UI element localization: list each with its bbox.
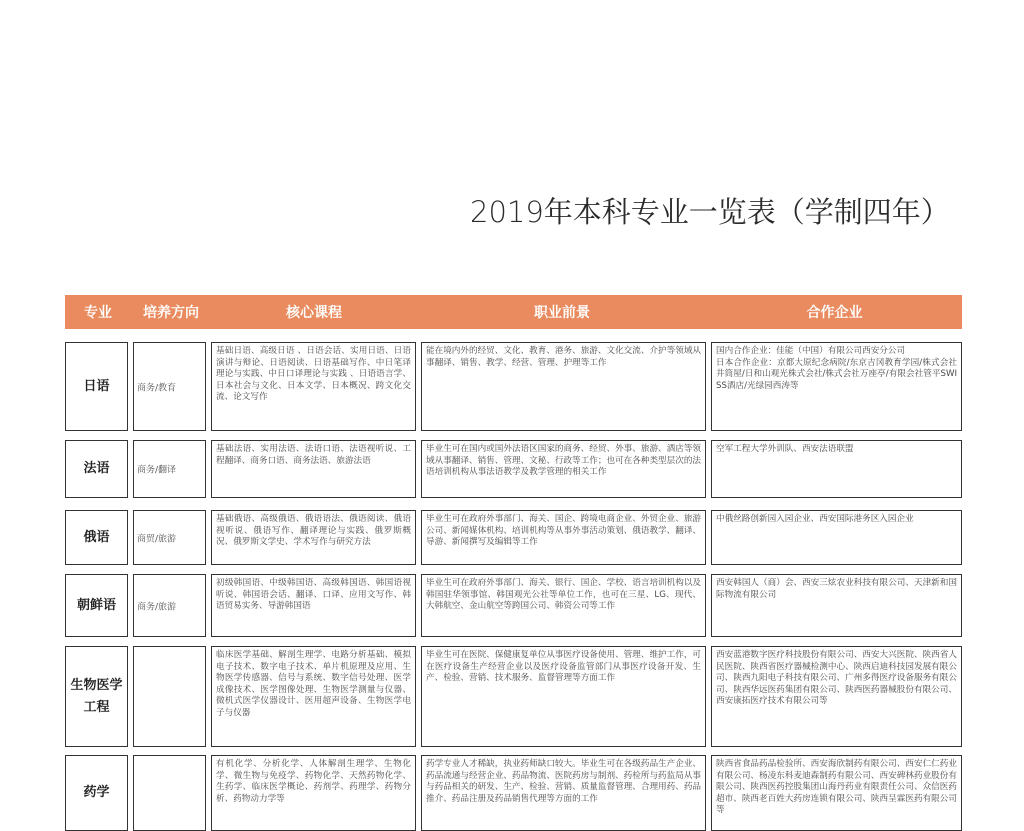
major-cell [65,755,128,831]
career-cell: 毕业生可在医院、保健康复单位从事医疗设备使用、管理、维护工作，可在医疗设备生产经营企业以及医疗设备监管部门从事医疗设备开发、生产、检验、营销、技术服务、监督管理等方面工作 [421,646,706,747]
partners-cell: 国内合作企业：佳能（中国）有限公司西安分公司 日本合作企业：京都大原纪念病院/东京吉冈教育学园/株式会社井筒屋/日和山观光株式会社/株式会社万座亭/有限会社管平SWISS酒店/光绿园西涛等 [711,342,962,431]
header-major: 专业 [84,305,112,321]
partners-cell: 西安蓝港数字医疗科技股份有限公司、西安大兴医院、陕西省人民医院、陕西省医疗器械检测中心、陕西启迪科技园发展有限公司、陕西九阳电子科技有限公司、广州多得医疗设备服务有限公司、陕西华远医药集团有限公司、陕西医药器械股份有限公司、西安康拓医疗技术有限公司等 [711,646,962,747]
table-row [65,342,962,431]
courses-cell: 有机化学、分析化学、人体解剖生理学、生物化学、微生物与免疫学、药物化学、天然药物化学、生药学、临床医学概论、药剂学、药理学、药物分析、药物动力学等 [211,755,416,831]
direction-cell [133,755,206,831]
table-row [65,574,962,637]
direction-text: 商务/翻译 [137,465,177,476]
header-partners: 合作企业 [806,305,863,321]
partners-cell: 空军工程大学外训队、西安法语联盟 [711,440,962,498]
courses-cell: 初级韩国语、中级韩国语、高级韩国语、韩国语视听说、韩国语会话、翻译、口译、应用文写作、韩语贸易实务、导游韩国语 [211,574,416,637]
direction-text: 商务/旅游 [137,602,177,612]
header-direction: 培养方向 [143,305,199,321]
direction-cell [133,342,206,431]
table-row [65,510,962,565]
table-row [65,440,962,498]
major-name: 药学 [83,785,110,800]
table-header [65,295,962,329]
direction-cell [133,574,206,637]
direction-cell [133,646,206,747]
direction-cell [133,440,206,498]
career-cell: 毕业生可在政府外事部门、海关、国企、跨境电商企业、外贸企业、旅游公司、新闻媒体机构、培训机构等从事外事活动策划、俄语教学、翻译、导游、新闻撰写及编辑等工作 [421,510,706,565]
partners-cell: 中俄丝路创新园入园企业、西安国际港务区入园企业 [711,510,962,565]
career-cell: 毕业生可在国内或国外法语区国家的商务、经贸、外事、旅游、酒店等领域从事翻译、销售、管理、文秘、行政等工作；也可在各种类型层次的法语培训机构从事法语教学及教学管理的相关工作 [421,440,706,498]
direction-text: 商贸/旅游 [137,534,177,544]
direction-cell [133,510,206,565]
major-name: 日语 [83,378,110,394]
major-cell [65,440,128,498]
major-name: 法语 [83,461,110,476]
career-cell: 能在境内外的经贸、文化、教育、港务、旅游、文化交流、介护等领域从事翻译、销售、教学、经营、管理、护理等工作 [421,342,706,431]
courses-cell: 临床医学基础、解剖生理学、电路分析基础、模拟电子技术、数字电子技术、单片机原理及应用、生物医学传感器、信号与系统、数字信号处理、医学成像技术、医学图像处理、生物医学测量与仪器、微机式医学仪器设计、医用超声设备、生物医学电子与仪器 [211,646,416,747]
page-title: 2019年本科专业一览表（学制四年） [470,195,950,229]
table-row [65,646,962,747]
courses-cell: 基础法语、实用法语、法语口语、法语视听说、工程翻译、商务口语、商务法语、旅游法语 [211,440,416,498]
header-career: 职业前景 [534,305,590,321]
partners-cell: 西安韩国人（商）会、西安三炫农业科技有限公司、天津新和国际物流有限公司 [711,574,962,637]
major-name: 生物医学工程 [70,677,123,715]
major-cell [65,646,128,747]
header-courses: 核心课程 [286,305,342,321]
major-cell [65,510,128,565]
career-cell: 毕业生可在政府外事部门、海关、银行、国企、学校、语言培训机构以及韩国驻华领事馆、韩国观光公社等单位工作，也可在三星、LG、现代、大韩航空、金山航空等跨国公司、韩资公司等工作 [421,574,706,637]
courses-cell: 基础俄语、高级俄语、俄语语法、俄语阅读、俄语视听说、俄语写作、翻译理论与实践、俄罗斯概况、俄罗斯文学史、学术写作与研究方法 [211,510,416,565]
direction-text: 商务/教育 [137,383,177,393]
table-row [65,755,962,831]
partners-cell: 陕西省食品药品检验所、西安海欣制药有限公司、西安仁仁药业有限公司、杨凌东科麦迪森制药有限公司、西安碑林药业股份有限公司、陕西医药控股集团山海丹药业有限责任公司、众信医药超市、陕西老百姓大药房连锁有限公司、陕西呈霖医药有限公司等 [711,755,962,831]
career-cell: 药学专业人才稀缺，执业药师缺口较大。毕业生可在各级药品生产企业、药品流通与经营企业、药品物流、医院药房与制剂、药检所与药监局从事与药品相关的研发、生产、检验、营销、质量监督管理、合理用药、药品推介、药品注册及药品销售代理等方面的工作 [421,755,706,831]
major-cell [65,574,128,637]
major-name: 俄语 [83,529,110,545]
major-name: 朝鲜语 [76,597,116,613]
courses-cell: 基础日语、高级日语 、日语会话、实用日语、日语演讲与辩论、日语阅读、日语基础写作、中日笔译理论与实践、中日口译理论与实践 、日语语言学、日本社会与文化、日本文学、日本概况、跨文化交流、论文写作 [211,342,416,431]
major-cell [65,342,128,431]
